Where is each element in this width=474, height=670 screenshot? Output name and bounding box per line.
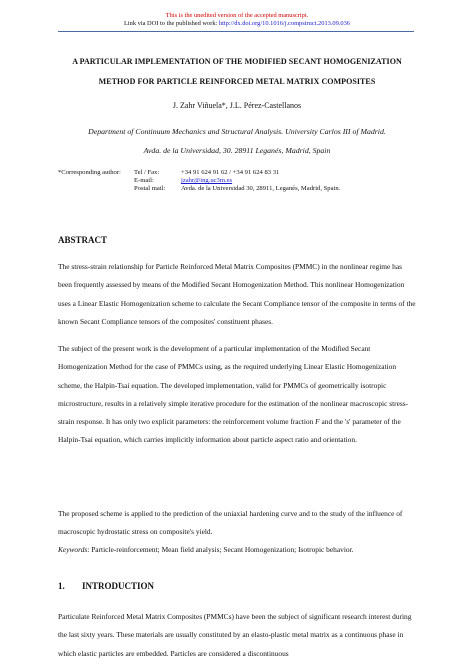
- abstract-paragraph-2: [58, 340, 416, 450]
- postal-value: Avda. de la Universidad 30, 28911, Leganés, Madrid, Spain.: [181, 185, 341, 192]
- introduction-paragraph-1: Particulate Reinforced Metal Matrix Composites (PMMCs) have been the subject of significant research interest during the last sixty years. These materials are usually constituted by an elasto-plastic metal matrix as a continuous phase in which elastic particles are embedded. Particles are considered a discontinuous: [58, 612, 412, 658]
- section-number: 1.: [58, 581, 65, 591]
- section-title: INTRODUCTION: [82, 581, 155, 591]
- introduction-heading: [58, 581, 154, 591]
- keywords-label: Keywords: [58, 545, 88, 554]
- paper-title-line-2: METHOD FOR PARTICLE REINFORCED METAL MATRIX COMPOSITES: [98, 77, 376, 86]
- p2-text-b: and the ': [319, 417, 347, 427]
- paper-title-line-1: A PARTICULAR IMPLEMENTATION OF THE MODIFIED SECANT HOMOGENIZATION: [72, 57, 402, 66]
- abstract-heading: ABSTRACT: [58, 235, 108, 245]
- email-label: E-mail:: [134, 177, 154, 184]
- affiliation-line-2: Avda. de la Universidad, 30. 28911 Leganés, Madrid, Spain: [143, 146, 331, 155]
- p2-text-c: ' parameter of the Halpin-Tsai equation, which carries implicitly information about particle aspect ratio and orientation.: [58, 417, 401, 445]
- p2-symbol-s: s: [346, 417, 350, 427]
- authors: J. Zahr Viñuela*, J.L. Pérez-Castellanos: [172, 101, 302, 110]
- corresponding-label: *Corresponding author:: [58, 169, 121, 176]
- header-rule: [58, 31, 414, 32]
- postal-label: Postal mail:: [134, 185, 166, 192]
- keywords-line: [58, 545, 353, 554]
- doi-link[interactable]: http://dx.doi.org/10.1016/j.compstruct.2013.09.036: [218, 20, 351, 27]
- tel-value: +34 91 624 91 62 / +34 91 624 83 31: [181, 169, 280, 176]
- tel-label: Tel / Fax:: [134, 169, 160, 176]
- p2-symbol-f: F: [315, 417, 320, 427]
- doi-prefix: Link via DOI to the published work:: [123, 20, 219, 27]
- affiliation-line-1: Department of Continuum Mechanics and Structural Analysis. University Carlos III of Madrid.: [88, 127, 386, 136]
- email-link[interactable]: jzahr@ing.uc3m.es: [181, 177, 233, 184]
- unedited-note: This is the unedited version of the accepted manuscript.: [165, 12, 309, 19]
- p2-text-a: The subject of the present work is the development of a particular implementation of the Modified Secant Homogenization Method for the case of PMMCs using, as the required underlying Linear Elastic Homogenization scheme, the Halpin-Tsai equation. The developed implementation, valid for PMMCs of geometrically isotropic microstructure, results in a relatively simple iterative procedure for the estimation of the nonlinear macroscopic stress-strain response. It has only two explicit parameters: the reinforcement volume fraction: [58, 344, 409, 427]
- keywords-value: : Particle-reinforcement; Mean field analysis; Secant Homogenization; Isotropic behavior.: [87, 545, 354, 554]
- abstract-paragraph-3: The proposed scheme is applied to the prediction of the uniaxial hardening curve and to the study of the influence of macroscopic hydrostatic stress on composite's yield.: [58, 509, 403, 537]
- abstract-paragraph-1: The stress-strain relationship for Particle Reinforced Metal Matrix Composites (PMMC) in the nonlinear regime has been frequently assessed by means of the Modified Secant Homogenization Method. This nonlinear Homogenization uses a Linear Elastic Homogenization scheme to calculate the Secant Compliance tensor of the composite in terms of the known Secant Compliance tensors of the composites' constituent phases.: [58, 262, 416, 326]
- doi-line: [0, 20, 474, 28]
